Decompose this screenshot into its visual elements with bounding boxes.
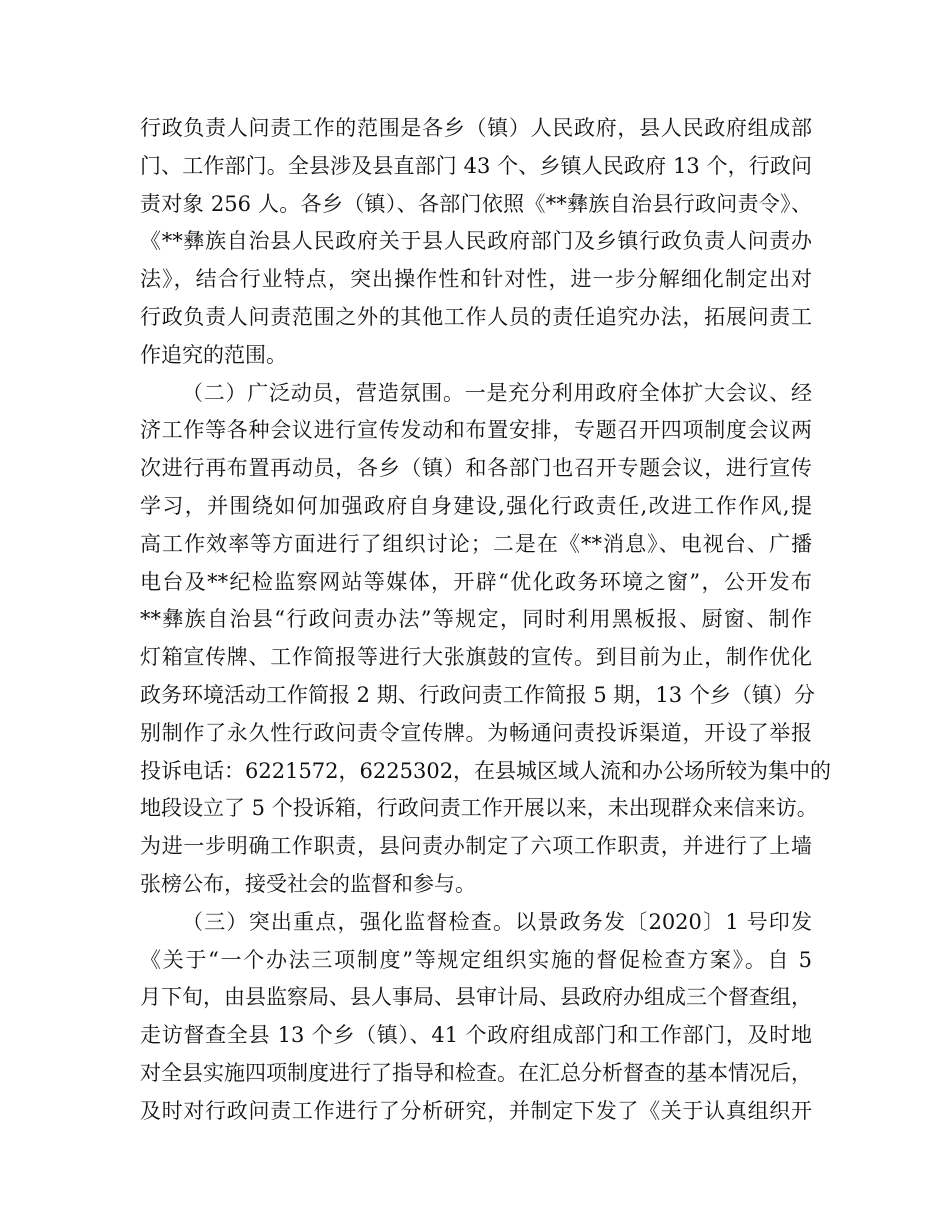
text-line: 投诉电话：6221572，6225302，在县城区域人流和办公场所较为集中的: [140, 758, 832, 783]
text-line: 行政负责人问责工作的范围是各乡（镇）人民政府，县人民政府组成部: [140, 116, 812, 140]
text-line: 《**彝族自治县人民政府关于县人民政府部门及乡镇行政负责人问责办: [140, 229, 812, 254]
text-line: 电台及**纪检监察网站等媒体，开辟“优化政务环境之窗”，公开发布: [140, 569, 812, 594]
text-line: 《关于“一个办法三项制度”等规定组织实施的督促检查方案》。自 5: [140, 947, 812, 972]
text-line: 地段设立了 5 个投诉箱，行政问责工作开展以来，未出现群众来信来访。: [140, 796, 818, 821]
text-line: 走访督查全县 13 个乡（镇）、41 个政府组成部门和工作部门，及时地: [140, 1023, 812, 1048]
text-line: 及时对行政问责工作进行了分析研究，并制定下发了《关于认真组织开: [140, 1098, 812, 1123]
text-line: 法》，结合行业特点，突出操作性和针对性，进一步分解细化制定出对: [140, 267, 812, 292]
text-line: （二）广泛动员，营造氛围。一是充分利用政府全体扩大会议、经: [182, 380, 812, 405]
text-line: 政务环境活动工作简报 2 期、行政问责工作简报 5 期，13 个乡（镇）分: [140, 682, 815, 707]
text-line: 月下旬，由县监察局、县人事局、县审计局、县政府办组成三个督查组，: [140, 985, 812, 1010]
text-line: **彝族自治县“行政问责办法”等规定，同时利用黑板报、厨窗、制作: [140, 607, 812, 632]
text-line: 别制作了永久性行政问责令宣传牌。为畅通问责投诉渠道，开设了举报: [140, 720, 812, 745]
text-line: 张榜公布，接受社会的监督和参与。: [140, 871, 476, 896]
text-line: 济工作等各种会议进行宣传发动和布置安排，专题召开四项制度会议两: [140, 418, 812, 443]
text-line: 次进行再布置再动员，各乡（镇）和各部门也召开专题会议，进行宣传: [140, 456, 812, 481]
text-line: 门、工作部门。全县涉及县直部门 43 个、乡镇人民政府 13 个，行政问: [140, 153, 812, 178]
text-line: 责对象 256 人。各乡（镇）、各部门依照《**彝族自治县行政问责令》、: [140, 191, 812, 216]
text-line: 灯箱宣传牌、工作简报等进行大张旗鼓的宣传。到目前为止，制作优化: [140, 645, 812, 670]
document-body: [140, 110, 832, 1131]
text-line: 高工作效率等方面进行了组织讨论；二是在《**消息》、电视台、广播: [140, 531, 812, 556]
text-line: 行政负责人问责范围之外的其他工作人员的责任追究办法，拓展问责工: [140, 304, 812, 329]
text-line: 作追究的范围。: [140, 342, 287, 367]
text-line: （三）突出重点，强化监督检查。以景政务发〔2020〕1 号印发: [182, 909, 812, 934]
text-line: 学习，并围绕如何加强政府自身建设,强化行政责任,改进工作作风,提: [140, 493, 812, 518]
text-line: 对全县实施四项制度进行了指导和检查。在汇总分析督查的基本情况后，: [140, 1060, 812, 1085]
text-line: 为进一步明确工作职责，县问责办制定了六项工作职责，并进行了上墙: [140, 834, 812, 859]
